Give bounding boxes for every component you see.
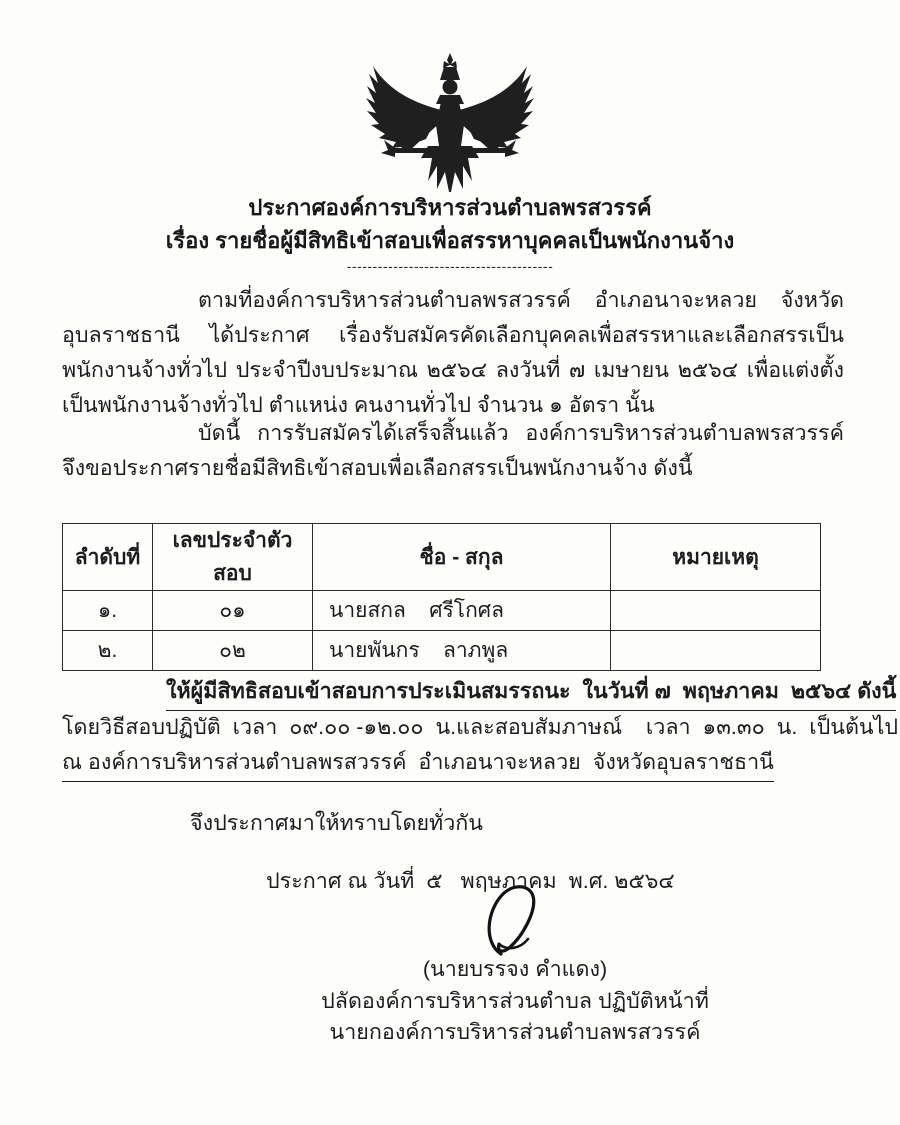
schedule-method-line: โดยวิธีสอบปฏิบัติ เวลา ๐๙.๐๐ -๑๒.๐๐ น.และสอบสัมภาษณ์ เวลา ๑๓.๓๐ น. เป็นต้นไป (62, 715, 899, 739)
cell-order-1: ๑. (63, 591, 153, 631)
table-row (63, 591, 821, 631)
signer-title-line1: ปลัดองค์การบริหารส่วนตำบล ปฏิบัติหน้าที่ (321, 989, 709, 1013)
garuda-emblem (0, 52, 900, 197)
document-title-line2: เรื่อง รายชื่อผู้มีสิทธิเข้าสอบเพื่อสรรหาบุคคลเป็นพนักงานจ้าง (165, 228, 735, 253)
dashed-divider: ---------------------------------------- (346, 258, 554, 274)
header-name-surname: ชื่อ - สกุล (313, 524, 611, 591)
garuda-emblem-icon (345, 52, 555, 192)
signer-name: (นายบรรจง คำแดง) (422, 957, 608, 981)
header-order-number: ลำดับที่ (63, 524, 153, 591)
schedule-heading-text: ให้ผู้มีสิทธิสอบเข้าสอบการประเมินสมรรถนะ ในวันที่ ๗ พฤษภาคม ๒๕๖๔ ดังนี้ (166, 674, 896, 711)
schedule-location-text: ณ องค์การบริหารส่วนตำบลพรสวรรค์ อำเภอนาจะหลวย จังหวัดอุบลราชธานี (62, 745, 774, 782)
table-header-row (63, 524, 821, 591)
table-row (63, 631, 821, 671)
closing-announce-line: จึงประกาศมาให้ทราบโดยทั่วกัน (190, 811, 484, 835)
schedule-location-line (62, 745, 774, 782)
cell-name-1: นายสกล ศรีโกศล (313, 591, 611, 631)
document-title-line1: ประกาศองค์การบริหารส่วนตำบลพรสวรรค์ (248, 195, 652, 220)
header-remarks: หมายเหตุ (611, 524, 821, 591)
paragraph-background: ตามที่องค์การบริหารส่วนตำบลพรสวรรค์ อำเภอนาจะหลวย จังหวัดอุบลราชธานี ได้ประกาศ เรื่องรับสมัครคัดเลือกบุคคลเพื่อสรรหาและเลือกสรรเป็นพนักงานจ้างทั่วไป ประจำปีงบประมาณ ๒๕๖๔ ลงวันที่ ๗ เมษายน ๒๕๖๔ เพื่อแต่งตั้งเป็นพนักงานจ้างทั่วไป ตำแหน่ง คนงานทั่วไป จำนวน ๑ อัตรา นั้น (62, 288, 844, 417)
schedule-heading (166, 674, 896, 711)
cell-name-2: นายพันกร ลาภพูล (313, 631, 611, 671)
cell-order-2: ๒. (63, 631, 153, 671)
signer-title-line2: นายกองค์การบริหารส่วนตำบลพรสวรรค์ (329, 1020, 701, 1044)
cell-id-2: ๐๒ (153, 631, 313, 671)
header-exam-id: เลขประจำตัวสอบ (153, 524, 313, 591)
cell-id-1: ๐๑ (153, 591, 313, 631)
cell-note-1 (611, 591, 821, 631)
cell-note-2 (611, 631, 821, 671)
signature-icon (478, 884, 570, 962)
candidate-table (62, 523, 821, 671)
announcement-date-line: ประกาศ ณ วันที่ ๕ พฤษภาคม พ.ศ. ๒๕๖๔ (266, 869, 675, 893)
paragraph-announcement: บัดนี้ การรับสมัครได้เสร็จสิ้นแล้ว องค์การบริหารส่วนตำบลพรสวรรค์ จึงขอประกาศรายชื่อมีสิทธิเข้าสอบเพื่อเลือกสรรเป็นพนักงานจ้าง ดังนี้ (62, 421, 844, 480)
